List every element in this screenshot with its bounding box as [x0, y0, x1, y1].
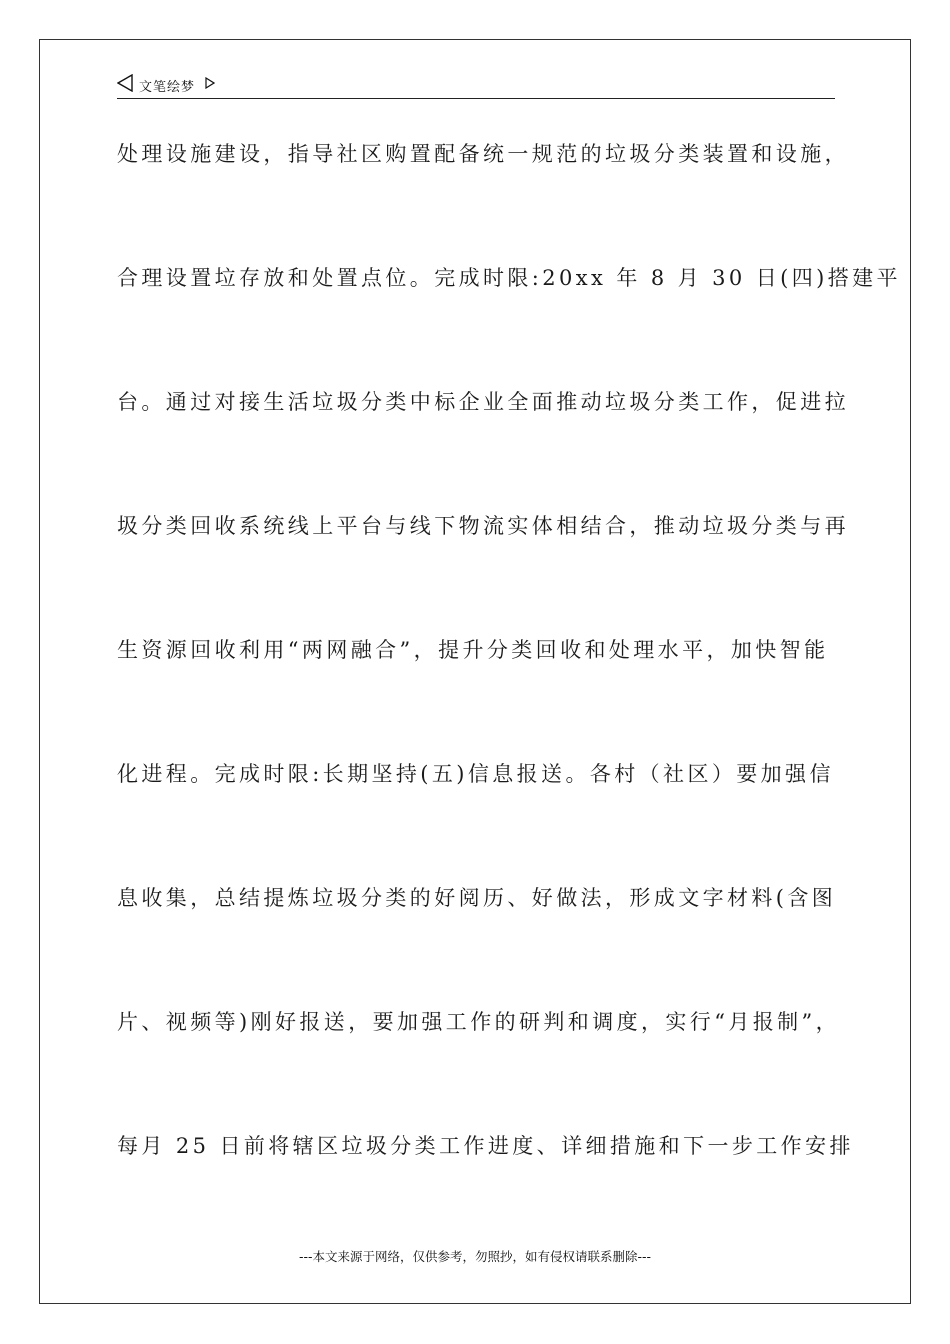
- page-header: [117, 72, 835, 99]
- text-line: 生资源回收利用“两网融合”，提升分类回收和处理水平，加快智能: [117, 638, 829, 662]
- text-line: 化进程。完成时限:长期坚持(五)信息报送。各村（社区）要加强信: [117, 762, 834, 786]
- text-line: 台。通过对接生活垃圾分类中标企业全面推动垃圾分类工作，促进拉: [117, 390, 849, 414]
- text-line: 片、视频等)刚好报送，要加强工作的研判和调度，实行“月报制”，: [117, 1010, 841, 1034]
- text-line: 圾分类回收系统线上平台与线下物流实体相结合，推动垃圾分类与再: [117, 514, 849, 538]
- triangle-right-icon: [205, 77, 215, 89]
- text-line: 每月 25 日前将辖区垃圾分类工作进度、详细措施和下一步工作安排: [117, 1134, 854, 1158]
- page-border: [39, 39, 911, 1304]
- header-title: 文笔绘梦: [139, 80, 196, 95]
- text-line: 合理设置垃存放和处置点位。完成时限:20xx 年 8 月 30 日(四)搭建平: [117, 266, 901, 290]
- text-line: 息收集，总结提炼垃圾分类的好阅历、好做法，形成文字材料(含图: [117, 886, 837, 910]
- triangle-left-icon: [117, 74, 133, 92]
- text-line: 处理设施建设，指导社区购置配备统一规范的垃圾分类装置和设施，: [117, 142, 849, 166]
- footer-notice: ---本文来源于网络，仅供参考，勿照抄，如有侵权请联系删除---: [298, 1249, 652, 1264]
